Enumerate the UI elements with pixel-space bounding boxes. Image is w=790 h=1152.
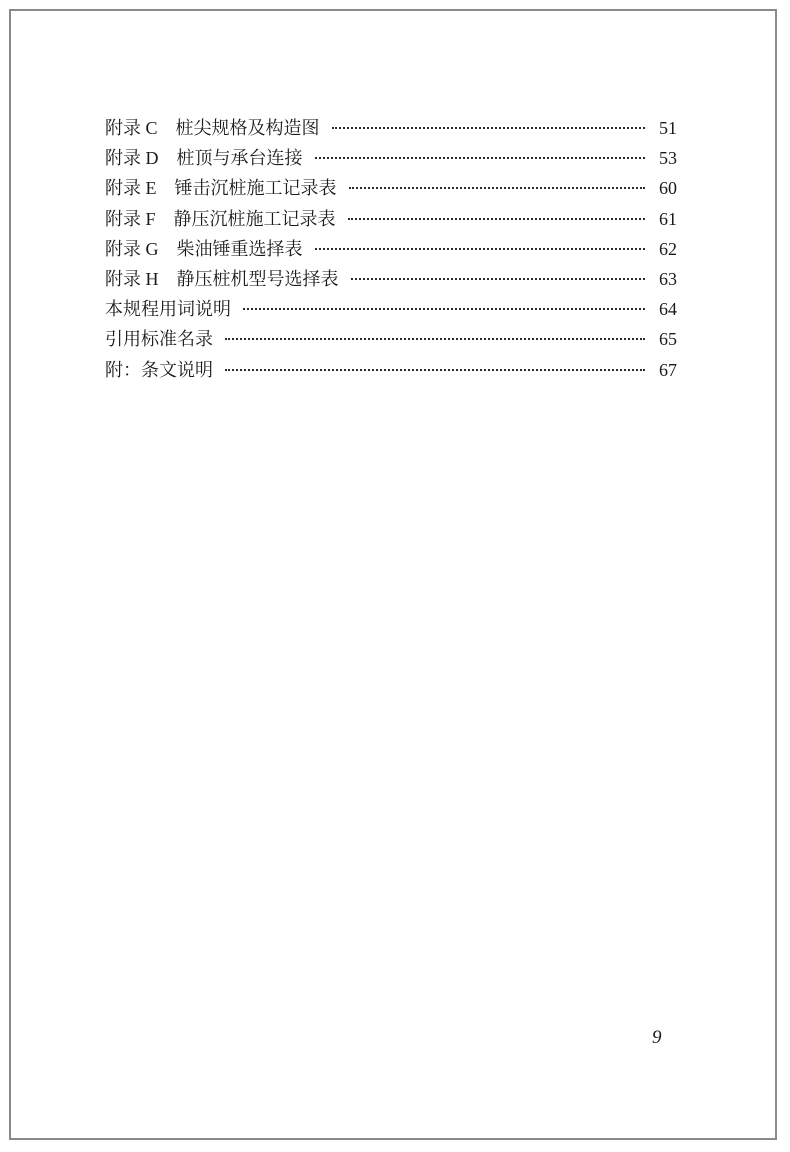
- toc-entry-page: 51: [659, 118, 677, 138]
- toc-entry-title: 柴油锤重选择表: [176, 238, 303, 259]
- dot-leader: [332, 127, 645, 129]
- toc-entry-title: 锤击沉桩施工记录表: [174, 178, 337, 199]
- dot-leader: [349, 187, 646, 189]
- page-number: 9: [652, 1027, 662, 1048]
- toc-entry-title: 桩尖规格及构造图: [175, 118, 320, 138]
- toc-entry-appendix-h[interactable]: [105, 265, 677, 295]
- toc-entry-title: 附：条文说明: [105, 359, 213, 380]
- toc-entry-terms-explanation[interactable]: [105, 295, 677, 325]
- dot-leader: [225, 369, 645, 371]
- toc-entry-title: 静压沉桩施工记录表: [173, 208, 336, 229]
- toc-entry-page: 53: [659, 148, 677, 169]
- toc-entry-code: 附录 C: [105, 118, 158, 138]
- toc-entry-appendix-f[interactable]: [105, 205, 677, 235]
- dot-leader: [351, 278, 646, 280]
- dot-leader: [315, 248, 646, 250]
- toc-entry-code: 附录 G: [105, 238, 159, 259]
- toc-entry-clause-explanation[interactable]: [105, 356, 677, 386]
- dot-leader: [225, 338, 645, 340]
- toc-entry-code: 附录 H: [105, 268, 159, 289]
- toc-entry-appendix-g[interactable]: [105, 235, 677, 265]
- toc-entry-page: 62: [659, 238, 677, 259]
- toc-entry-title: 桩顶与承台连接: [176, 148, 303, 169]
- toc-entry-title: 本规程用词说明: [105, 299, 231, 320]
- toc-entry-title: 静压桩机型号选择表: [176, 268, 339, 289]
- dot-leader: [348, 218, 645, 220]
- toc-entry-page: 61: [659, 208, 677, 229]
- toc-entry-referenced-standards[interactable]: [105, 325, 677, 355]
- toc-entry-title: 引用标准名录: [105, 329, 213, 350]
- document-page: [9, 9, 777, 1140]
- toc-entry-appendix-c[interactable]: [105, 114, 677, 144]
- toc-entry-page: 65: [659, 329, 677, 350]
- toc-entry-page: 67: [659, 359, 677, 380]
- toc-entry-page: 64: [659, 299, 677, 320]
- dot-leader: [243, 308, 645, 310]
- toc-entry-page: 60: [659, 178, 677, 199]
- toc-entry-appendix-e[interactable]: [105, 174, 677, 204]
- toc-entry-code: 附录 F: [105, 208, 156, 229]
- dot-leader: [315, 157, 646, 159]
- toc-entry-code: 附录 E: [105, 178, 157, 199]
- table-of-contents: [105, 114, 677, 386]
- toc-entry-appendix-d[interactable]: [105, 144, 677, 174]
- toc-entry-code: 附录 D: [105, 148, 159, 169]
- toc-entry-page: 63: [659, 268, 677, 289]
